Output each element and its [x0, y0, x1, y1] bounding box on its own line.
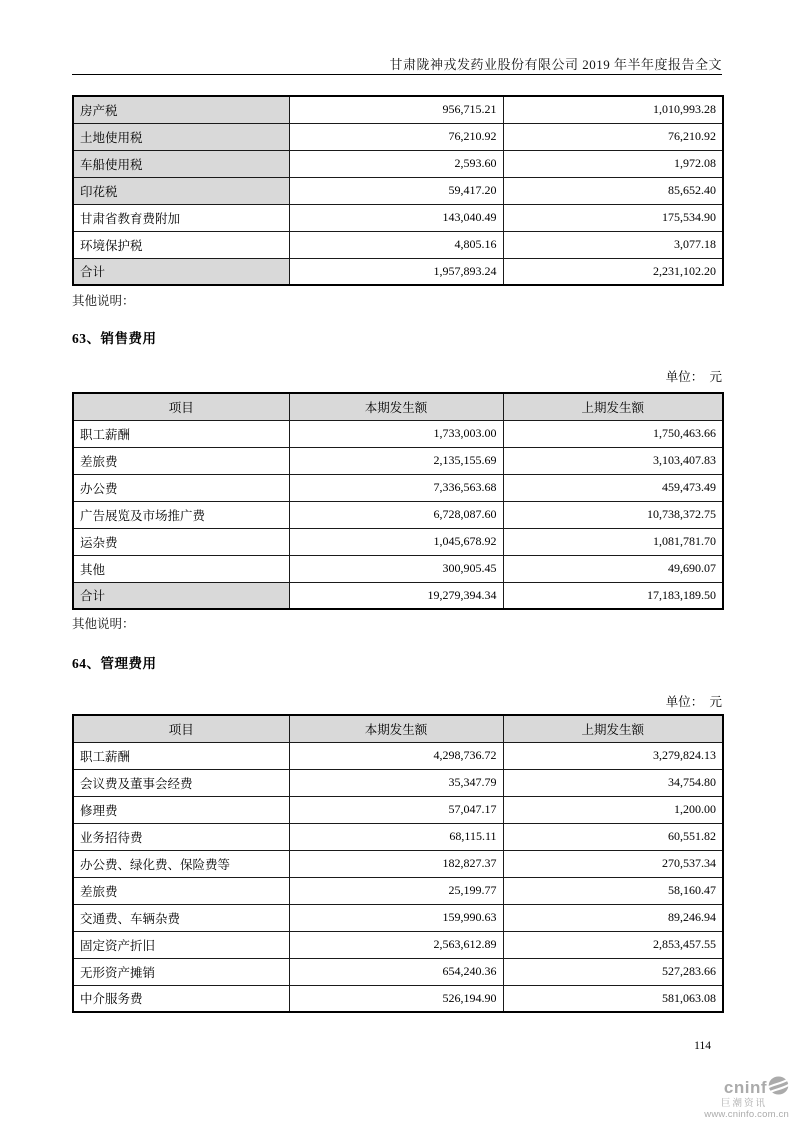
table-row [73, 985, 723, 1012]
prior-period-value: 76,210.92 [503, 123, 723, 150]
prior-period-value: 58,160.47 [503, 877, 723, 904]
current-period-value: 25,199.77 [289, 877, 503, 904]
cninfo-logo-url: www.cninfo.com.cn [704, 1108, 789, 1120]
prior-period-value: 581,063.08 [503, 985, 723, 1012]
row-label: 合计 [73, 258, 289, 285]
current-period-value: 4,805.16 [289, 231, 503, 258]
row-label: 修理费 [73, 796, 289, 823]
table-row [73, 796, 723, 823]
other-note-selling: 其他说明： [72, 617, 135, 631]
prior-period-value: 1,750,463.66 [503, 420, 723, 447]
table-row [73, 204, 723, 231]
table-header-row [73, 393, 723, 420]
table-row [73, 931, 723, 958]
row-label: 差旅费 [73, 447, 289, 474]
current-period-value: 68,115.11 [289, 823, 503, 850]
row-label: 其他 [73, 555, 289, 582]
prior-period-value: 3,077.18 [503, 231, 723, 258]
current-period-value: 2,593.60 [289, 150, 503, 177]
row-label: 职工薪酬 [73, 420, 289, 447]
prior-period-value: 3,279,824.13 [503, 742, 723, 769]
current-period-value: 182,827.37 [289, 850, 503, 877]
row-label: 办公费 [73, 474, 289, 501]
section-63-title: 63、销售费用 [72, 331, 157, 346]
row-label: 职工薪酬 [73, 742, 289, 769]
table-row [73, 258, 723, 285]
current-period-value: 35,347.79 [289, 769, 503, 796]
cninfo-logo-text: cninf [723, 1077, 767, 1097]
prior-period-value: 2,231,102.20 [503, 258, 723, 285]
current-period-value: 526,194.90 [289, 985, 503, 1012]
current-period-value: 159,990.63 [289, 904, 503, 931]
current-period-value: 1,733,003.00 [289, 420, 503, 447]
prior-period-value: 89,246.94 [503, 904, 723, 931]
prior-period-value: 3,103,407.83 [503, 447, 723, 474]
unit-note-64: 单位： 元 [665, 695, 722, 709]
row-label: 业务招待费 [73, 823, 289, 850]
table-row [73, 850, 723, 877]
table-row [73, 231, 723, 258]
current-period-value: 76,210.92 [289, 123, 503, 150]
table-row [73, 96, 723, 123]
row-label: 甘肃省教育费附加 [73, 204, 289, 231]
prior-period-value: 60,551.82 [503, 823, 723, 850]
section-64-title: 64、管理费用 [72, 656, 157, 671]
column-header-prior: 上期发生额 [503, 393, 723, 420]
table-row [73, 528, 723, 555]
row-label: 房产税 [73, 96, 289, 123]
row-label: 环境保护税 [73, 231, 289, 258]
row-label: 无形资产摊销 [73, 958, 289, 985]
current-period-value: 7,336,563.68 [289, 474, 503, 501]
prior-period-value: 459,473.49 [503, 474, 723, 501]
tax-surcharge-table [72, 95, 724, 286]
current-period-value: 1,957,893.24 [289, 258, 503, 285]
prior-period-value: 34,754.80 [503, 769, 723, 796]
current-period-value: 59,417.20 [289, 177, 503, 204]
admin-expenses-table [72, 714, 724, 1013]
prior-period-value: 1,200.00 [503, 796, 723, 823]
row-label: 运杂费 [73, 528, 289, 555]
table-row [73, 823, 723, 850]
header-title: 甘肃陇神戎发药业股份有限公司 2019 年半年度报告全文 [389, 57, 722, 72]
row-label: 会议费及董事会经费 [73, 769, 289, 796]
column-header-item: 项目 [73, 715, 289, 742]
row-label: 中介服务费 [73, 985, 289, 1012]
current-period-value: 19,279,394.34 [289, 582, 503, 609]
table-row [73, 177, 723, 204]
current-period-value: 57,047.17 [289, 796, 503, 823]
current-period-value: 4,298,736.72 [289, 742, 503, 769]
table-row [73, 769, 723, 796]
row-label: 交通费、车辆杂费 [73, 904, 289, 931]
table-row [73, 447, 723, 474]
selling-expenses-table [72, 392, 724, 610]
header-rule [72, 74, 722, 75]
cninfo-logo [699, 1076, 789, 1120]
current-period-value: 2,563,612.89 [289, 931, 503, 958]
row-label: 广告展览及市场推广费 [73, 501, 289, 528]
prior-period-value: 175,534.90 [503, 204, 723, 231]
table-row [73, 420, 723, 447]
row-label: 办公费、绿化费、保险费等 [73, 850, 289, 877]
prior-period-value: 10,738,372.75 [503, 501, 723, 528]
table-row [73, 150, 723, 177]
row-label: 车船使用税 [73, 150, 289, 177]
current-period-value: 2,135,155.69 [289, 447, 503, 474]
prior-period-value: 1,010,993.28 [503, 96, 723, 123]
table-row [73, 877, 723, 904]
table-row [73, 501, 723, 528]
table-row [73, 958, 723, 985]
prior-period-value: 1,972.08 [503, 150, 723, 177]
column-header-current: 本期发生额 [289, 715, 503, 742]
cninfo-swirl-icon [768, 1076, 789, 1100]
prior-period-value: 17,183,189.50 [503, 582, 723, 609]
row-label: 印花税 [73, 177, 289, 204]
other-note-tax: 其他说明： [72, 294, 135, 308]
prior-period-value: 2,853,457.55 [503, 931, 723, 958]
row-label: 合计 [73, 582, 289, 609]
prior-period-value: 270,537.34 [503, 850, 723, 877]
row-label: 土地使用税 [73, 123, 289, 150]
table-row [73, 555, 723, 582]
table-row [73, 904, 723, 931]
current-period-value: 654,240.36 [289, 958, 503, 985]
current-period-value: 956,715.21 [289, 96, 503, 123]
table-row [73, 474, 723, 501]
prior-period-value: 1,081,781.70 [503, 528, 723, 555]
column-header-item: 项目 [73, 393, 289, 420]
cninfo-logo-row [699, 1076, 789, 1100]
table-row [73, 123, 723, 150]
column-header-prior: 上期发生额 [503, 715, 723, 742]
page-number: 114 [694, 1040, 711, 1052]
current-period-value: 143,040.49 [289, 204, 503, 231]
document-header [72, 54, 722, 73]
current-period-value: 300,905.45 [289, 555, 503, 582]
column-header-current: 本期发生额 [289, 393, 503, 420]
prior-period-value: 49,690.07 [503, 555, 723, 582]
prior-period-value: 85,652.40 [503, 177, 723, 204]
prior-period-value: 527,283.66 [503, 958, 723, 985]
table-row [73, 742, 723, 769]
table-header-row [73, 715, 723, 742]
unit-note-63: 单位： 元 [665, 370, 722, 384]
table-row [73, 582, 723, 609]
row-label: 固定资产折旧 [73, 931, 289, 958]
row-label: 差旅费 [73, 877, 289, 904]
cninfo-logo-subtitle: 巨潮资讯 [720, 1098, 767, 1109]
current-period-value: 6,728,087.60 [289, 501, 503, 528]
current-period-value: 1,045,678.92 [289, 528, 503, 555]
